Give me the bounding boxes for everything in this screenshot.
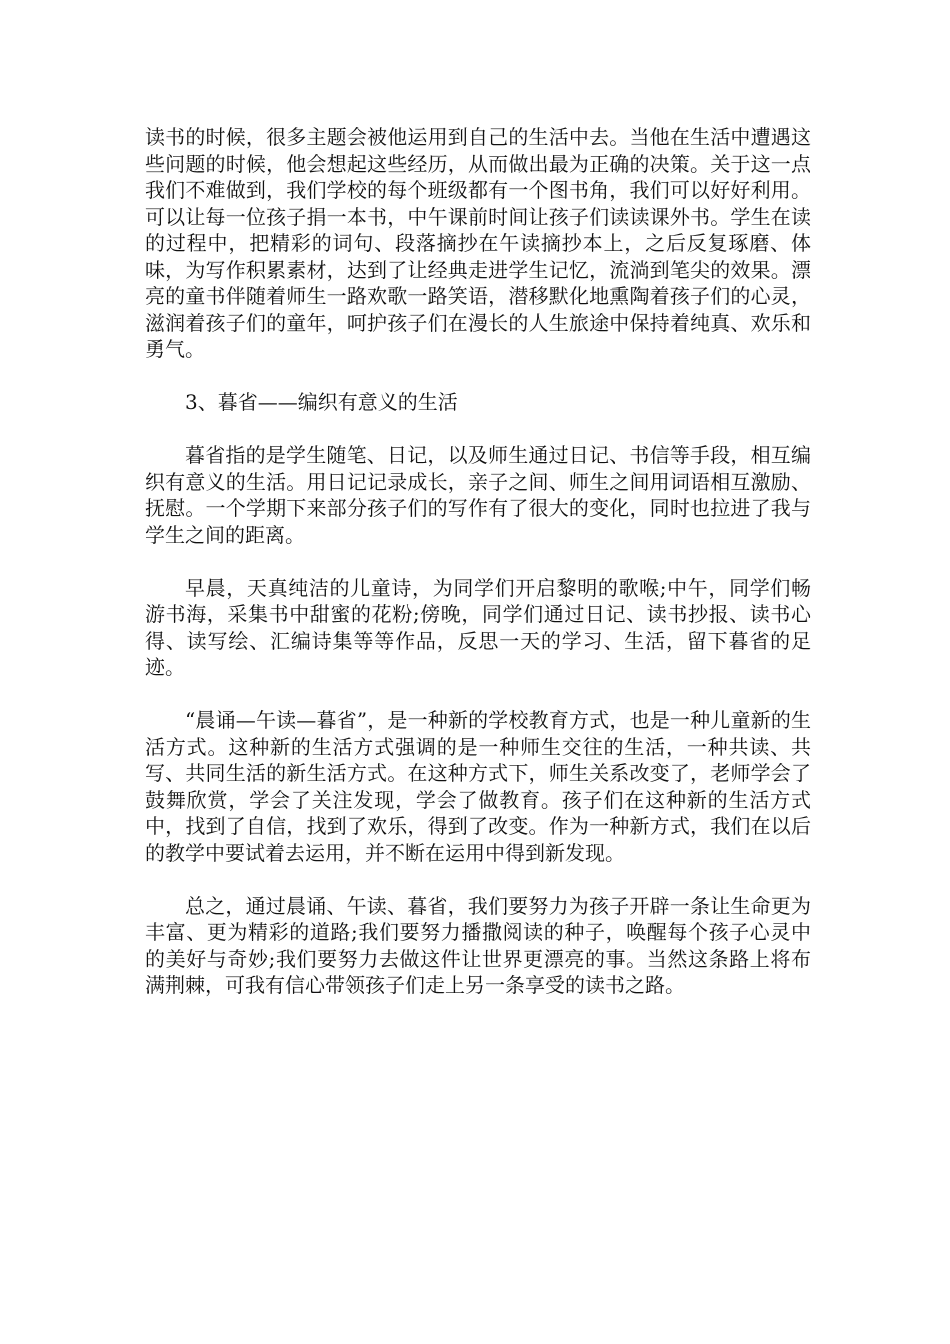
document-body (145, 124, 811, 999)
section-heading-evening-reflection: 3、暮省——编织有意义的生活 (185, 390, 458, 414)
paragraph-daily-routine: 早晨，天真纯洁的儿童诗，为同学们开启黎明的歌喉;中午，同学们畅游书海，采集书中甜蜜的花粉;傍晚，同学们通过日记、读书抄报、读书心得、读写绘、汇编诗集等等作品，反思一天的学习、生活，留下暮省的足迹。 (145, 575, 811, 679)
paragraph-evening-reflection: 暮省指的是学生随笔、日记，以及师生通过日记、书信等手段，相互编织有意义的生活。用日记记录成长，亲子之间、师生之间用词语相互激励、抚慰。一个学期下来部分孩子们的写作有了很大的变化，同时也拉进了我与学生之间的距离。 (145, 443, 811, 547)
paragraph-reading-corner: 读书的时候，很多主题会被他运用到自己的生活中去。当他在生活中遭遇这些问题的时候，他会想起这些经历，从而做出最为正确的决策。关于这一点我们不难做到，我们学校的每个班级都有一个图书角，我们可以好好利用。可以让每一位孩子捐一本书，中午课前时间让孩子们读读课外书。学生在读的过程中，把精彩的词句、段落摘抄在午读摘抄本上，之后反复琢磨、体味，为写作积累素材，达到了让经典走进学生记忆，流淌到笔尖的效果。漂亮的童书伴随着师生一路欢歌一路笑语，潜移默化地熏陶着孩子们的心灵，滋润着孩子们的童年，呵护孩子们在漫长的人生旅途中保持着纯真、欢乐和勇气。 (145, 125, 811, 361)
paragraph-new-education-method: “晨诵—午读—暮省”，是一种新的学校教育方式，也是一种儿童新的生活方式。这种新的生活方式强调的是一种师生交往的生活，一种共读、共写、共同生活的新生活方式。在这种方式下，师生关系改变了，老师学会了鼓舞欣赏，学会了关注发现，学会了做教育。孩子们在这种新的生活方式中，找到了自信，找到了欢乐，得到了改变。作为一种新方式，我们在以后的教学中要试着去运用，并不断在运用中得到新发现。 (145, 708, 811, 865)
paragraph-conclusion: 总之，通过晨诵、午读、暮省，我们要努力为孩子开辟一条让生命更为丰富、更为精彩的道路;我们要努力播撒阅读的种子，唤醒每个孩子心灵中的美好与奇妙;我们要努力去做这件让世界更漂亮的事。当然这条路上将布满荆棘，可我有信心带领孩子们走上另一条享受的读书之路。 (145, 893, 811, 997)
